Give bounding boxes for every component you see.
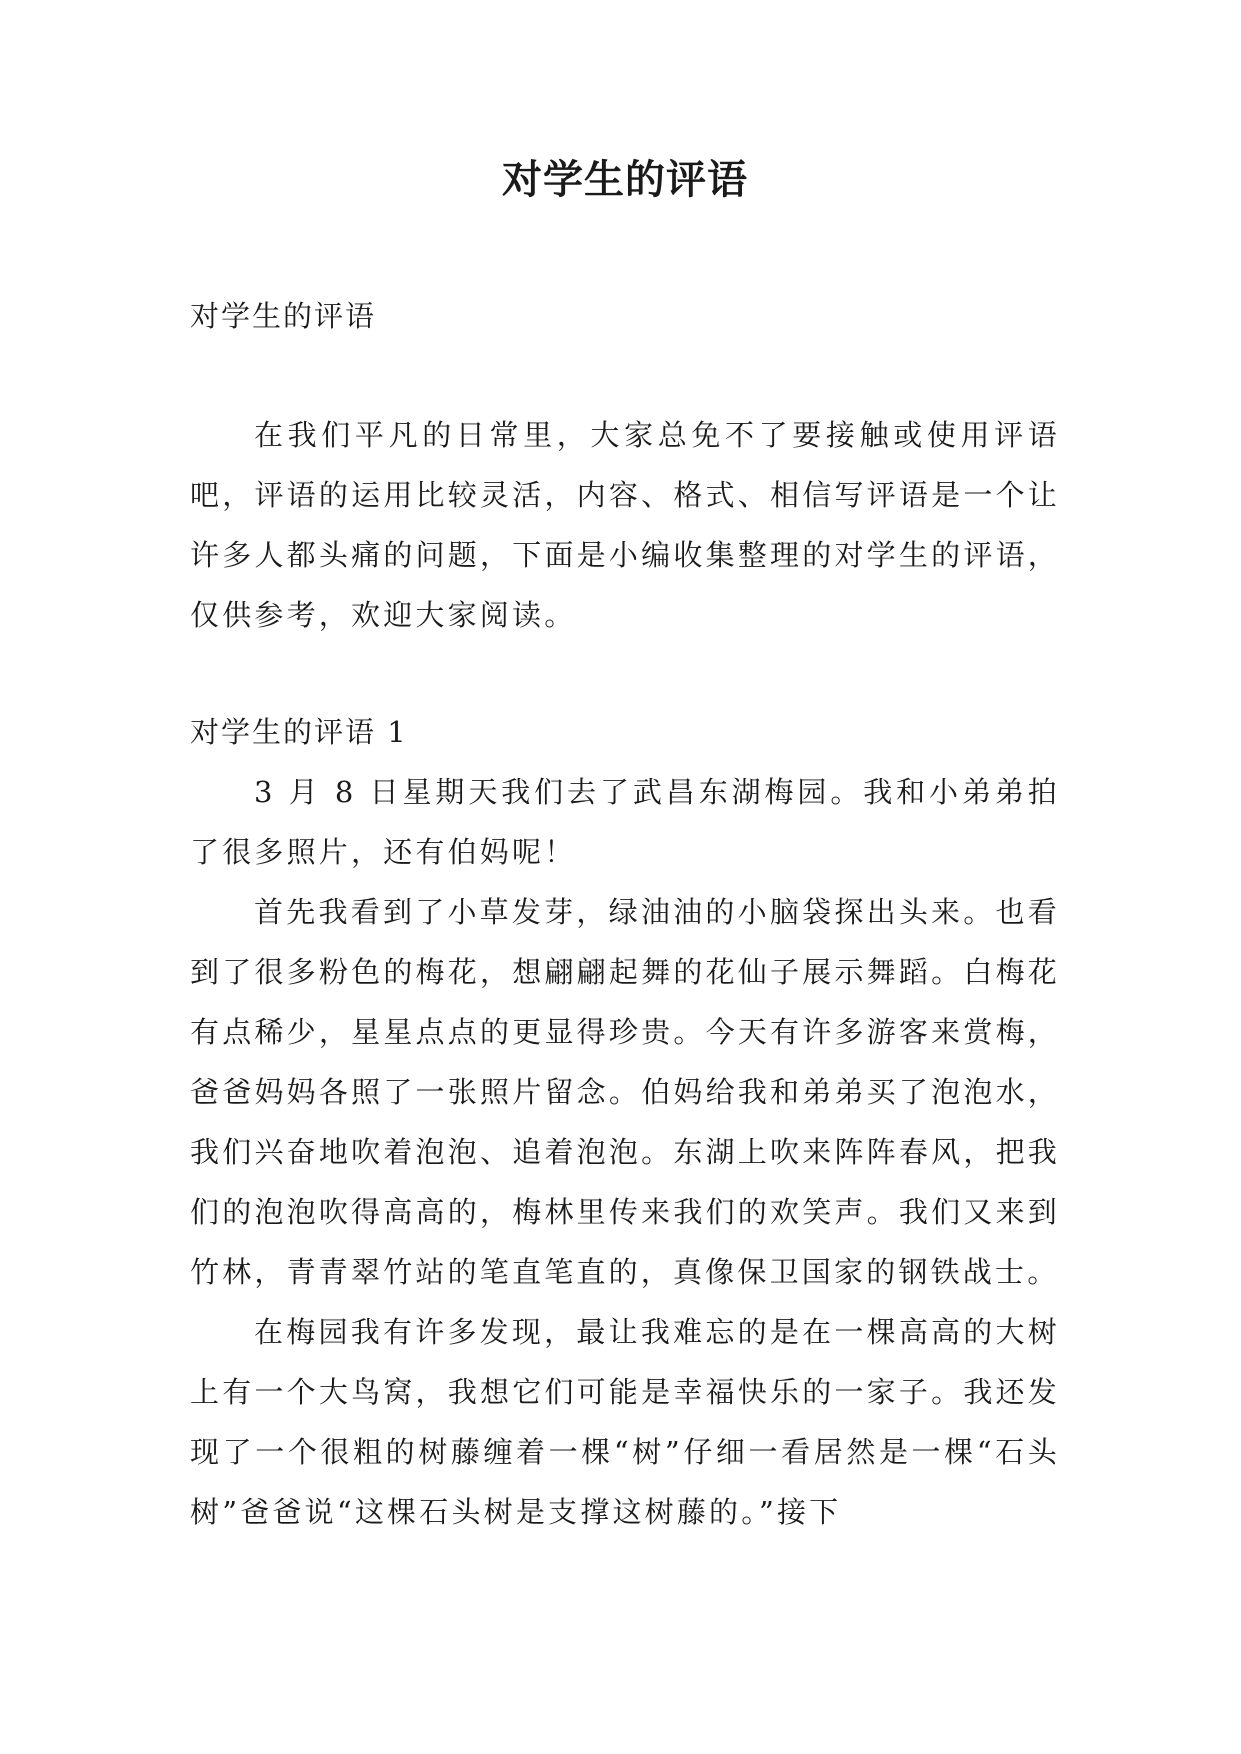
paragraph-1: 3 月 8 日星期天我们去了武昌东湖梅园。我和小弟弟拍了很多照片，还有伯妈呢！ bbox=[190, 775, 1060, 869]
paragraph-3: 在梅园我有许多发现，最让我难忘的是在一棵高高的大树上有一个大鸟窝，我想它们可能是幸福快乐的一家子。我还发现了一个很粗的树藤缠着一棵“树”仔细一看居然是一棵“石头树”爸爸说“这棵石头树是支撑这树藤的。”接下 bbox=[190, 1315, 1060, 1529]
paragraph-2: 首先我看到了小草发芽，绿油油的小脑袋探出头来。也看到了很多粉色的梅花，想翩翩起舞的花仙子展示舞蹈。白梅花有点稀少，星星点点的更显得珍贵。今天有许多游客来赏梅，爸爸妈妈各照了一张照片留念。伯妈给我和弟弟买了泡泡水，我们兴奋地吹着泡泡、追着泡泡。东湖上吹来阵阵春风，把我们的泡泡吹得高高的，梅林里传来我们的欢笑声。我们又来到竹林，青青翠竹站的笔直笔直的，真像保卫国家的钢铁战士。 bbox=[190, 895, 1060, 1289]
document-subtitle: 对学生的评语 bbox=[190, 299, 377, 333]
content-block bbox=[190, 702, 1060, 1542]
document-title: 对学生的评语 bbox=[502, 157, 748, 203]
intro-block bbox=[190, 405, 1060, 645]
section-heading: 对学生的评语 1 bbox=[190, 715, 408, 749]
intro-paragraph: 在我们平凡的日常里，大家总免不了要接触或使用评语吧，评语的运用比较灵活，内容、格式、相信写评语是一个让许多人都头痛的问题，下面是小编收集整理的对学生的评语，仅供参考，欢迎大家阅读。 bbox=[190, 418, 1060, 632]
